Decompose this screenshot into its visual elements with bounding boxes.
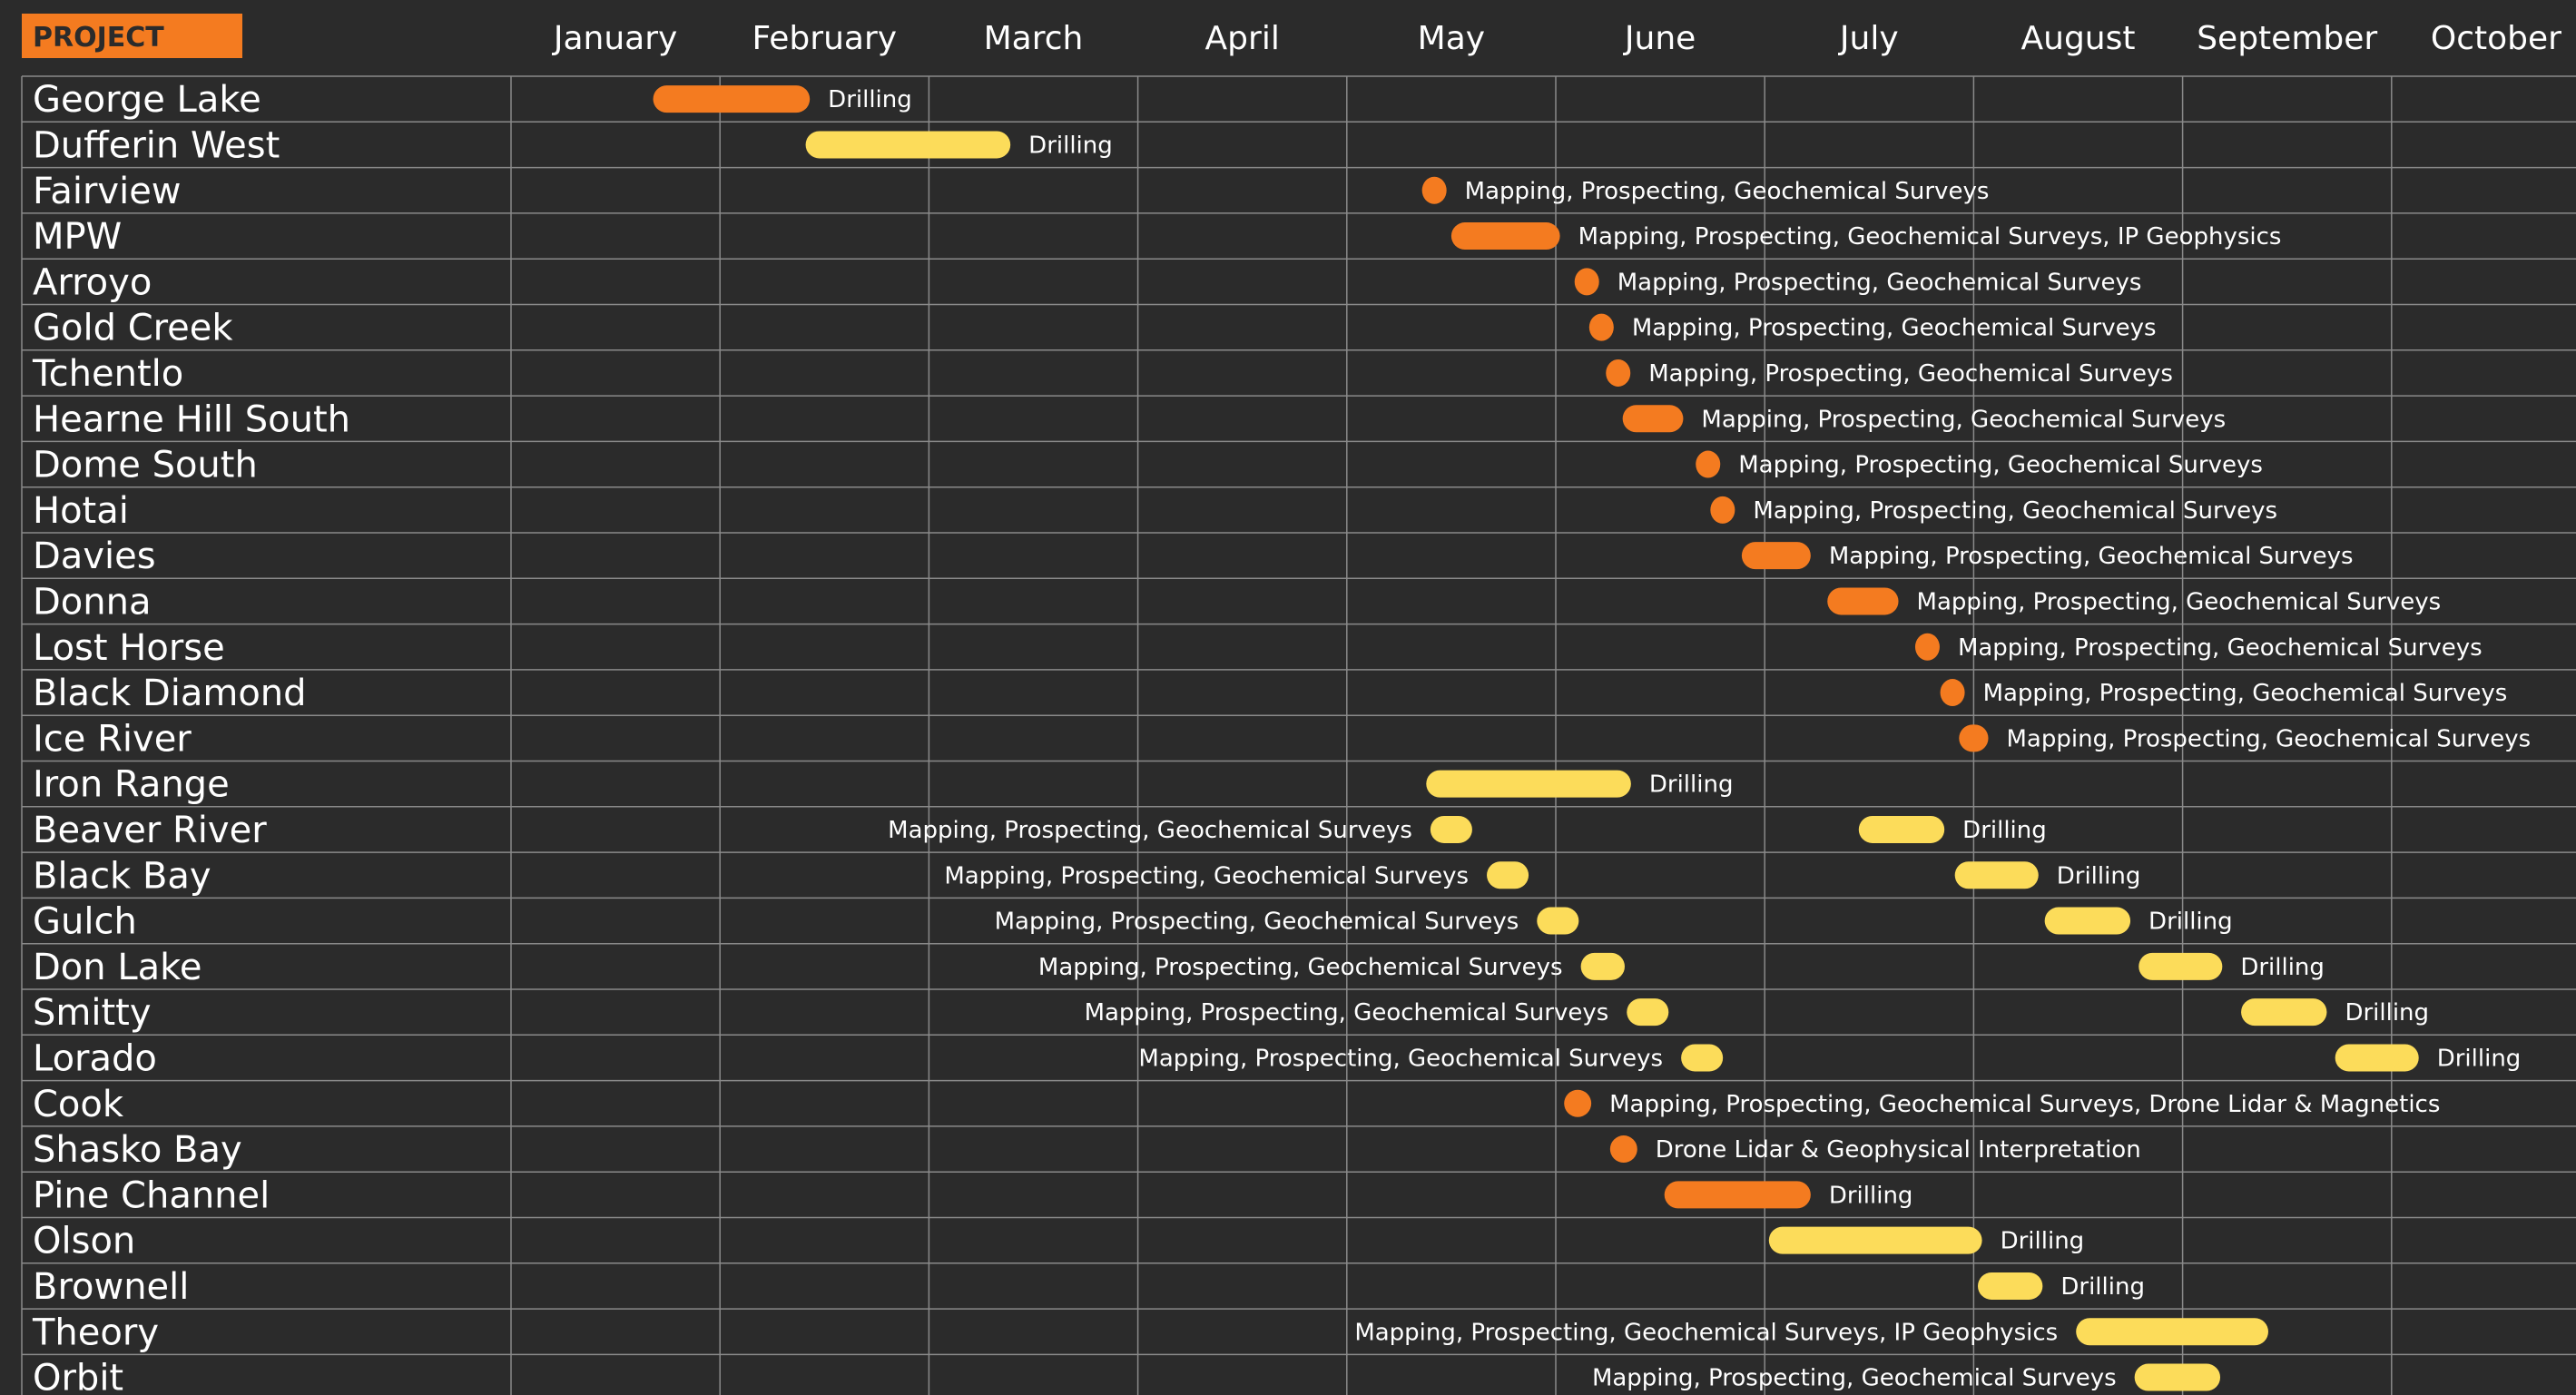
task-bar <box>1537 908 1578 935</box>
task-label: Mapping, Prospecting, Geochemical Surveys, IP Geophysics <box>1578 223 2282 251</box>
task-label: Mapping, Prospecting, Geochemical Surveys, Drone Lidar & Magnetics <box>1609 1090 2441 1118</box>
task-bar <box>1978 1272 2042 1300</box>
task-bar <box>2076 1318 2268 1345</box>
task-bar <box>1710 496 1735 524</box>
task-bar <box>1581 953 1625 980</box>
task-bar <box>1610 1135 1637 1163</box>
project-name: Lost Horse <box>33 626 225 669</box>
task-bar <box>1422 177 1447 204</box>
task-bar <box>2045 908 2130 935</box>
task-label: Mapping, Prospecting, Geochemical Surveys <box>1617 269 2142 297</box>
month-label: March <box>983 20 1084 57</box>
project-name: Tchentlo <box>33 352 184 395</box>
month-label: February <box>752 20 898 57</box>
project-name: MPW <box>33 216 123 259</box>
task-bar <box>1665 1181 1811 1208</box>
project-name: Arroyo <box>33 261 152 304</box>
task-bar <box>2135 1364 2220 1391</box>
task-label: Mapping, Prospecting, Geochemical Surveys <box>1916 588 2442 616</box>
project-name: Gulch <box>33 900 137 943</box>
project-name: Hotai <box>33 489 129 532</box>
task-label: Drilling <box>2345 999 2430 1027</box>
task-label: Drilling <box>2056 862 2141 890</box>
task-label: Mapping, Prospecting, Geochemical Surveys <box>888 816 1412 844</box>
task-label: Mapping, Prospecting, Geochemical Surveys, IP Geophysics <box>1354 1319 2059 1347</box>
project-name: Orbit <box>33 1357 124 1395</box>
task-bar <box>1769 1227 1982 1254</box>
task-bar <box>1696 451 1720 478</box>
task-label: Mapping, Prospecting, Geochemical Surveys <box>1138 1045 1664 1073</box>
month-label: January <box>553 20 678 57</box>
task-label: Mapping, Prospecting, Geochemical Surveys <box>1753 496 2278 525</box>
task-label: Mapping, Prospecting, Geochemical Surveys <box>1648 359 2173 388</box>
task-bar <box>1941 679 1965 706</box>
month-label: July <box>1839 20 1899 57</box>
task-label: Drilling <box>1648 771 1734 799</box>
task-bar <box>1623 405 1684 432</box>
project-name: Shasko Bay <box>33 1129 242 1172</box>
project-name: Olson <box>33 1220 136 1262</box>
task-label: Mapping, Prospecting, Geochemical Surveys <box>1631 314 2157 342</box>
project-name: Ice River <box>33 718 192 761</box>
month-label: June <box>1624 20 1696 57</box>
task-bar <box>2138 953 2222 980</box>
task-bar <box>1627 998 1668 1026</box>
task-bar <box>1955 861 2039 889</box>
project-name: Donna <box>33 581 152 624</box>
task-label: Drilling <box>2436 1045 2522 1073</box>
task-label: Mapping, Prospecting, Geochemical Surveys <box>2006 725 2532 753</box>
task-bar <box>1915 634 1940 661</box>
project-name: Lorado <box>33 1037 157 1080</box>
task-label: Mapping, Prospecting, Geochemical Surveys <box>1738 451 2263 479</box>
project-name: Black Diamond <box>33 673 307 715</box>
month-label: September <box>2197 20 2378 57</box>
project-name: Hearne Hill South <box>33 398 350 441</box>
month-label: October <box>2430 20 2561 57</box>
task-bar <box>1487 861 1529 889</box>
task-bar <box>1742 542 1811 569</box>
project-name: Davies <box>33 535 156 578</box>
task-bar <box>1589 314 1614 341</box>
task-label: Drilling <box>2000 1227 2085 1255</box>
project-name: Beaver River <box>33 809 267 851</box>
project-name: Pine Channel <box>33 1174 270 1217</box>
project-name: Dufferin West <box>33 124 280 167</box>
task-label: Drilling <box>1028 132 1113 160</box>
task-label: Drone Lidar & Geophysical Interpretation <box>1655 1136 2141 1164</box>
task-label: Mapping, Prospecting, Geochemical Surveys <box>1037 953 1563 981</box>
task-label: Mapping, Prospecting, Geochemical Surveys <box>1464 177 1990 205</box>
task-bar <box>1575 268 1599 295</box>
project-name: Don Lake <box>33 946 202 988</box>
project-name: Smitty <box>33 992 152 1035</box>
project-name: Fairview <box>33 170 182 212</box>
project-header-label: PROJECT <box>33 22 164 54</box>
task-bar <box>1681 1044 1723 1071</box>
month-label: April <box>1204 20 1280 57</box>
project-name: Dome South <box>33 444 258 486</box>
task-label: Mapping, Prospecting, Geochemical Surveys <box>994 908 1519 936</box>
project-name: Black Bay <box>33 855 211 898</box>
task-bar <box>1859 816 1944 843</box>
task-bar <box>1827 587 1898 614</box>
task-label: Drilling <box>2240 953 2325 981</box>
task-label: Mapping, Prospecting, Geochemical Surveys <box>1957 634 2483 662</box>
task-bar <box>1426 771 1631 798</box>
task-bar <box>1431 816 1472 843</box>
month-label: August <box>2020 20 2136 57</box>
task-label: Drilling <box>1962 816 2047 844</box>
project-name: Gold Creek <box>33 307 233 349</box>
task-label: Drilling <box>2148 908 2233 936</box>
task-label: Mapping, Prospecting, Geochemical Surveys <box>944 862 1470 890</box>
task-label: Drilling <box>2060 1272 2145 1301</box>
project-name: Cook <box>33 1083 124 1125</box>
task-bar <box>1606 359 1630 387</box>
task-label: Mapping, Prospecting, Geochemical Surveys <box>1982 680 2508 708</box>
task-bar <box>1451 222 1560 250</box>
task-bar <box>1564 1090 1591 1117</box>
task-bar <box>2241 998 2326 1026</box>
task-label: Mapping, Prospecting, Geochemical Surveys <box>1701 406 2227 434</box>
month-label: May <box>1417 20 1486 57</box>
project-name: George Lake <box>33 79 261 122</box>
task-bar <box>654 85 811 113</box>
task-bar <box>2335 1044 2419 1071</box>
task-label: Mapping, Prospecting, Geochemical Surveys <box>1828 543 2354 571</box>
task-label: Mapping, Prospecting, Geochemical Surveys <box>1084 999 1609 1027</box>
task-bar <box>1959 724 1988 752</box>
task-label: Mapping, Prospecting, Geochemical Surveys <box>1591 1364 2117 1392</box>
task-label: Drilling <box>1828 1182 1913 1210</box>
project-name: Brownell <box>33 1265 190 1308</box>
project-name: Iron Range <box>33 763 230 806</box>
project-name: Theory <box>33 1311 159 1354</box>
task-label: Drilling <box>828 86 912 114</box>
task-bar <box>806 131 1011 158</box>
